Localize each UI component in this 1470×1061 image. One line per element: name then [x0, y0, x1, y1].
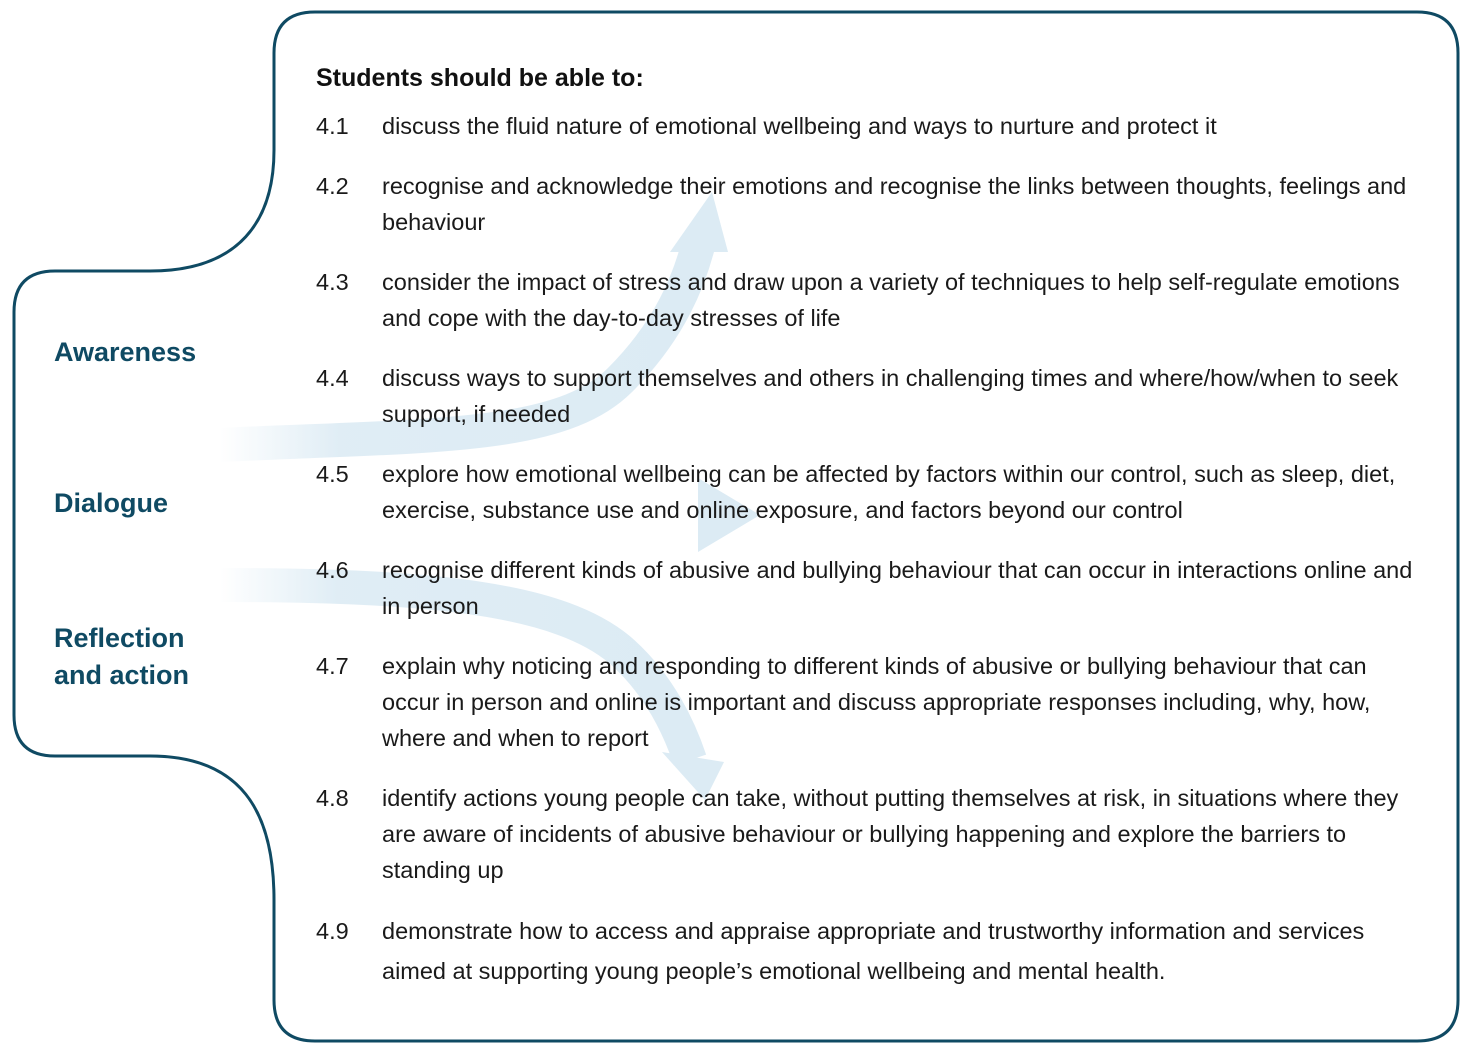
outcome-number: 4.8 [316, 785, 349, 811]
outcome-4-8 [316, 780, 1426, 888]
outcome-text: consider the impact of stress and draw upon a variety of techniques to help self-regulate emotions and cope with the day-to-day stresses of life [382, 269, 1400, 331]
label-awareness: Awareness [54, 337, 197, 367]
outcome-text: discuss ways to support themselves and others in challenging times and where/how/when to seek support, if needed [382, 365, 1399, 427]
outcome-text: explore how emotional wellbeing can be affected by factors within our control, such as sleep, diet, exercise, substance use and online exposure, and factors beyond our control [382, 461, 1396, 523]
outcome-4-9 [316, 911, 1426, 991]
label-reflection-line2: and action [54, 660, 190, 690]
outcome-text: recognise different kinds of abusive and bullying behaviour that can occur in interactions online and in person [382, 557, 1413, 619]
label-dialogue: Dialogue [54, 488, 169, 518]
outcome-4-4 [316, 360, 1426, 432]
outcome-number: 4.9 [316, 918, 349, 944]
outcome-text: identify actions young people can take, without putting themselves at risk, in situations where they are aware of incidents of abusive behaviour or bullying happening and explore the barriers to standing up [382, 785, 1399, 883]
outcome-text: discuss the fluid nature of emotional wellbeing and ways to nurture and protect it [382, 113, 1217, 139]
outcome-4-3 [316, 264, 1426, 336]
outcome-text: recognise and acknowledge their emotions and recognise the links between thoughts, feelings and behaviour [382, 173, 1407, 235]
outcome-number: 4.1 [316, 113, 349, 139]
outcome-number: 4.4 [316, 365, 349, 391]
outcome-number: 4.7 [316, 653, 349, 679]
outcome-4-5 [316, 456, 1426, 528]
label-reflection-and-action [54, 620, 189, 694]
outcomes-heading: Students should be able to: [316, 64, 644, 92]
outcome-4-7 [316, 648, 1426, 756]
outcome-4-2 [316, 168, 1426, 240]
outcome-number: 4.6 [316, 557, 349, 583]
outcome-text: demonstrate how to access and appraise appropriate and trustworthy information and services aimed at supporting young people’s emotional wellbeing and mental health. [382, 918, 1365, 984]
outcome-4-6 [316, 552, 1426, 624]
label-reflection-line1: Reflection [54, 623, 185, 653]
outcome-number: 4.5 [316, 461, 349, 487]
outcome-number: 4.3 [316, 269, 349, 295]
outcome-number: 4.2 [316, 173, 349, 199]
outcome-text: explain why noticing and responding to different kinds of abusive or bullying behaviour that can occur in person and online is important and discuss appropriate responses including, why, how, where and when to report [382, 653, 1371, 751]
outcome-4-1 [316, 108, 1426, 144]
